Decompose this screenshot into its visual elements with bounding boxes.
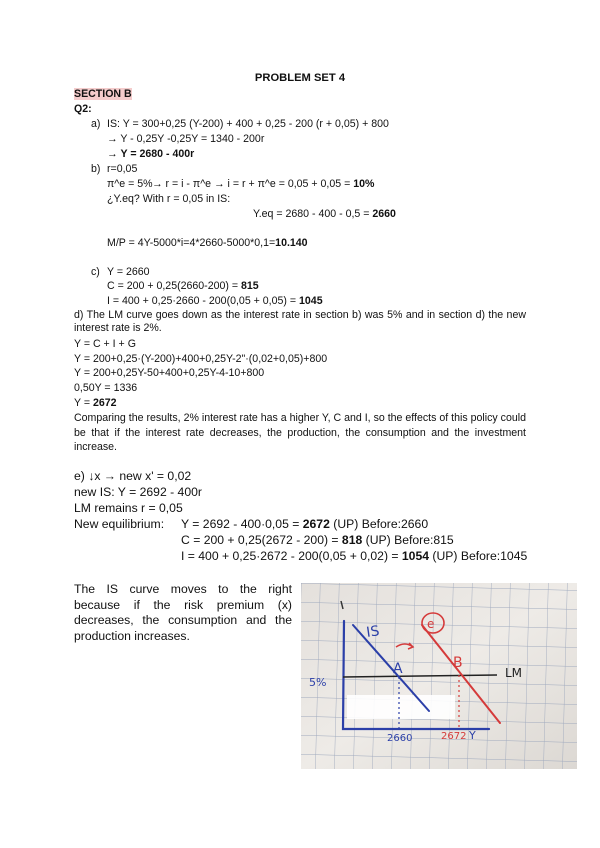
part-b-fisher: → r = i - π^e → i = r + π^e = 0,05 + 0,05 = 10%	[152, 178, 375, 190]
part-d-eq-4: 0,50Y = 1336	[74, 382, 138, 394]
part-e-explanation: The IS curve moves to the right because if the risk premium (x) decreases, the consumption and the production increases.	[74, 582, 292, 643]
page-title: PROBLEM SET 4	[254, 72, 346, 84]
y2-label: 2672	[441, 731, 467, 742]
part-e-change: e) ↓x → new x' = 0,02	[74, 469, 192, 483]
part-c-output: Y = 2660	[107, 266, 150, 278]
is-label: IS	[365, 623, 381, 641]
point-b-label: B	[453, 655, 463, 671]
part-a-is-equation: IS: Y = 300+0,25 (Y-200) + 400 + 0,25 - 200 (r + 0,05) + 800	[107, 118, 389, 130]
part-a-step: → Y - 0,25Y -0,25Y = 1340 - 200r	[107, 133, 265, 145]
part-d-intro: d) The LM curve goes down as the interest rate in section b) was 5% and in section d) the new interest rate is 2%.	[74, 309, 526, 334]
part-e-lm: LM remains r = 0,05	[74, 501, 183, 515]
part-b-equilibrium: Y.eq = 2680 - 400 - 0,5 = 2660	[253, 208, 396, 220]
lm-label: LM	[505, 666, 523, 680]
part-b-question: ¿Y.eq? With r = 0,05 in IS:	[107, 193, 231, 205]
part-e-consumption: C = 200 + 0,25(2672 - 200) = 818 (UP) Before:815	[181, 533, 454, 547]
part-c-consumption: C = 200 + 0,25(2660-200) = 815	[107, 280, 259, 292]
part-e-eq-label: New equilibrium:	[74, 517, 165, 531]
part-d-eq-2: Y = 200+0,25·(Y-200)+400+0,25Y-2"·(0,02+0,05)+800	[74, 353, 328, 365]
is-lm-sketch-photo	[301, 583, 577, 769]
part-d-result: Y = 2672	[74, 397, 117, 409]
part-b-marker: b)	[91, 163, 101, 175]
part-b-money: M/P = 4Y-5000*i=4*2660-5000*0,1=10.140	[107, 237, 308, 249]
part-d-eq-1: Y = C + I + G	[74, 338, 136, 350]
part-a-marker: a)	[91, 118, 101, 130]
question-label: Q2:	[74, 103, 92, 115]
point-a-label: A	[393, 661, 403, 677]
part-b-rate: r=0,05	[107, 163, 138, 175]
circled-e-label: e	[427, 617, 435, 631]
part-a-result: → Y = 2680 - 400r	[107, 148, 195, 160]
part-c-marker: c)	[91, 266, 100, 278]
part-c-investment: I = 400 + 0,25·2660 - 200(0,05 + 0,05) = 1045	[107, 295, 323, 307]
part-d-conclusion: Comparing the results, 2% interest rate has a higher Y, C and I, so the effects of this policy could be that if the interest rate decreases, the production, the consumption and the investment increase.	[74, 412, 526, 453]
section-heading: SECTION B	[74, 88, 132, 100]
rate-label: 5%	[309, 676, 327, 689]
y1-label: 2660	[387, 733, 413, 744]
part-e-investment: I = 400 + 0,25·2672 - 200(0,05 + 0,02) = 1054 (UP) Before:1045	[181, 549, 528, 563]
part-b-inflation: π^e = 5%	[107, 178, 153, 190]
part-e-new-is: new IS: Y = 2692 - 400r	[74, 485, 202, 499]
y-axis-label: Y	[469, 729, 476, 742]
part-e-output: Y = 2692 - 400·0,05 = 2672 (UP) Before:2660	[181, 517, 429, 531]
part-d-eq-3: Y = 200+0,25Y-50+400+0,25Y-4-10+800	[74, 367, 265, 379]
